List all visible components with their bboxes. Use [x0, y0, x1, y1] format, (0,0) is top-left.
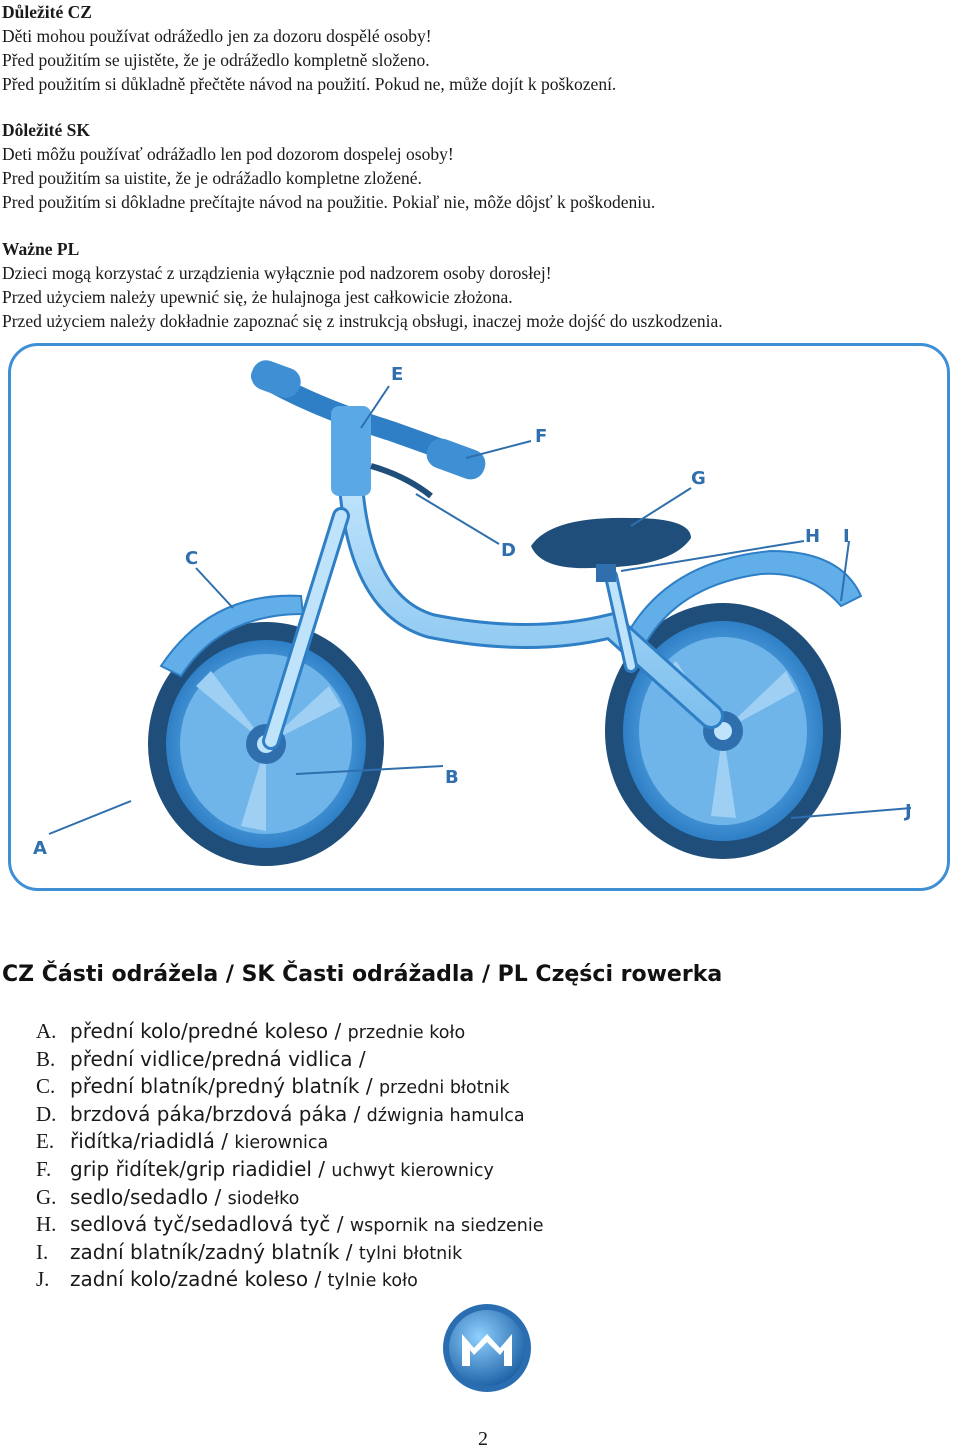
part-name-pl: siodełko [227, 1188, 300, 1209]
part-separator: / [208, 1184, 228, 1209]
notice-sk [2, 118, 952, 214]
part-separator: / [311, 1156, 332, 1181]
notice-title: Dôležité SK [2, 120, 90, 140]
bike-figure [8, 343, 950, 891]
logo-icon [442, 1298, 532, 1404]
part-letter: A. [36, 1019, 57, 1043]
callout-g: G [691, 468, 706, 489]
list-item [36, 1266, 544, 1294]
list-item [36, 1128, 544, 1156]
part-separator: / [330, 1212, 350, 1237]
part-name: přední kolo/predné koleso [70, 1019, 329, 1043]
part-separator: / [347, 1101, 367, 1126]
part-letter: G. [36, 1184, 57, 1209]
part-name: přední vidlice/predná vidlica [70, 1046, 353, 1071]
notice-title: Důležité CZ [2, 2, 92, 22]
part-letter: D. [36, 1101, 57, 1126]
part-name: zadní blatník/zadný blatník [70, 1239, 340, 1264]
part-separator: / [352, 1046, 366, 1071]
callout-f: F [535, 426, 548, 447]
part-name: brzdová páka/brzdová páka [70, 1101, 348, 1126]
part-letter: C. [36, 1074, 56, 1099]
part-name: grip řidítek/grip riadidiel [70, 1156, 312, 1181]
notice-line: Před použitím se ujistěte, že je odrážedlo kompletně složeno. [2, 50, 430, 70]
part-letter: B. [36, 1046, 56, 1071]
list-item [36, 1046, 544, 1074]
part-name: přední blatník/predný blatník [70, 1074, 360, 1099]
parts-heading: CZ Části odrážela / SK Časti odrážadla / PL Części rowerka [2, 962, 723, 987]
notice-line: Dzieci mogą korzystać z urządzienia wyłącznie pod nadzorem osoby dorosłej! [2, 263, 552, 283]
list-item [36, 1156, 544, 1184]
part-name-pl: przedni błotnik [378, 1078, 510, 1099]
notice-cz [2, 0, 952, 96]
notice-line: Děti mohou používat odrážedlo jen za dozoru dospělé osoby! [2, 26, 432, 46]
callout-d: D [501, 540, 516, 561]
seat-post [596, 564, 616, 582]
page-number: 2 [478, 1428, 488, 1450]
list-item [36, 1073, 544, 1101]
saddle [531, 518, 691, 568]
part-letter: H. [36, 1212, 57, 1237]
part-name-pl: przednie koło [347, 1023, 466, 1043]
handlebar [247, 356, 489, 496]
brand-logo [442, 1298, 532, 1404]
callout-a: A [33, 838, 47, 859]
list-item [36, 1239, 544, 1267]
notice-line: Před použitím si důkladně přečtěte návod na použití. Pokud ne, může dojít k poškození. [2, 74, 617, 94]
notice-line: Pred použitím sa uistite, že je odrážadlo kompletne zložené. [2, 168, 422, 188]
part-separator: / [359, 1074, 379, 1099]
part-name: řidítka/riadidlá [70, 1129, 215, 1154]
part-name: zadní kolo/zadné koleso [70, 1267, 309, 1292]
part-name-pl: uchwyt kierownicy [331, 1160, 494, 1181]
callout-i: I [843, 526, 850, 547]
callout-e: E [391, 364, 404, 385]
callout-c: C [185, 548, 199, 569]
notice-title: Ważne PL [2, 239, 80, 259]
bike-illustration [11, 346, 947, 888]
list-item [36, 1101, 544, 1129]
part-separator: / [214, 1129, 235, 1154]
part-separator: / [308, 1267, 328, 1292]
notice-pl [2, 237, 952, 333]
notice-line: Przed użyciem należy upewnić się, że hulajnoga jest całkowicie złożona. [2, 287, 513, 307]
part-name: sedlová tyč/sedadlová tyč [70, 1212, 331, 1237]
part-letter: E. [36, 1129, 55, 1154]
part-name-pl: tylnie koło [327, 1271, 418, 1292]
part-separator: / [328, 1019, 348, 1043]
part-name-pl: tylni błotnik [358, 1243, 463, 1264]
part-letter: F. [36, 1156, 52, 1181]
part-name: sedlo/sedadlo [70, 1184, 209, 1209]
list-item [36, 1211, 544, 1239]
part-letter: J. [36, 1267, 50, 1292]
part-letter: I. [36, 1239, 49, 1264]
notice-line: Przed użyciem należy dokładnie zapoznać się z instrukcją obsługi, inaczej może dojść do uszkodzenia. [2, 311, 723, 331]
list-item [36, 1018, 544, 1046]
notice-line: Deti môžu používať odrážadlo len pod dozorom dospelej osoby! [2, 144, 454, 164]
callout-b: B [445, 767, 459, 788]
part-name-pl: dźwignia hamulca [366, 1105, 525, 1126]
part-name-pl: wspornik na siedzenie [349, 1216, 544, 1237]
list-item [36, 1184, 544, 1212]
callout-j: J [905, 801, 912, 822]
callout-h: H [805, 526, 821, 547]
part-separator: / [339, 1239, 359, 1264]
parts-list [36, 1018, 544, 1294]
part-name-pl: kierownica [234, 1133, 329, 1154]
notice-line: Pred použitím si dôkladne prečítajte návod na použitie. Pokiaľ nie, môže dôjsť k poškodeniu. [2, 192, 656, 212]
